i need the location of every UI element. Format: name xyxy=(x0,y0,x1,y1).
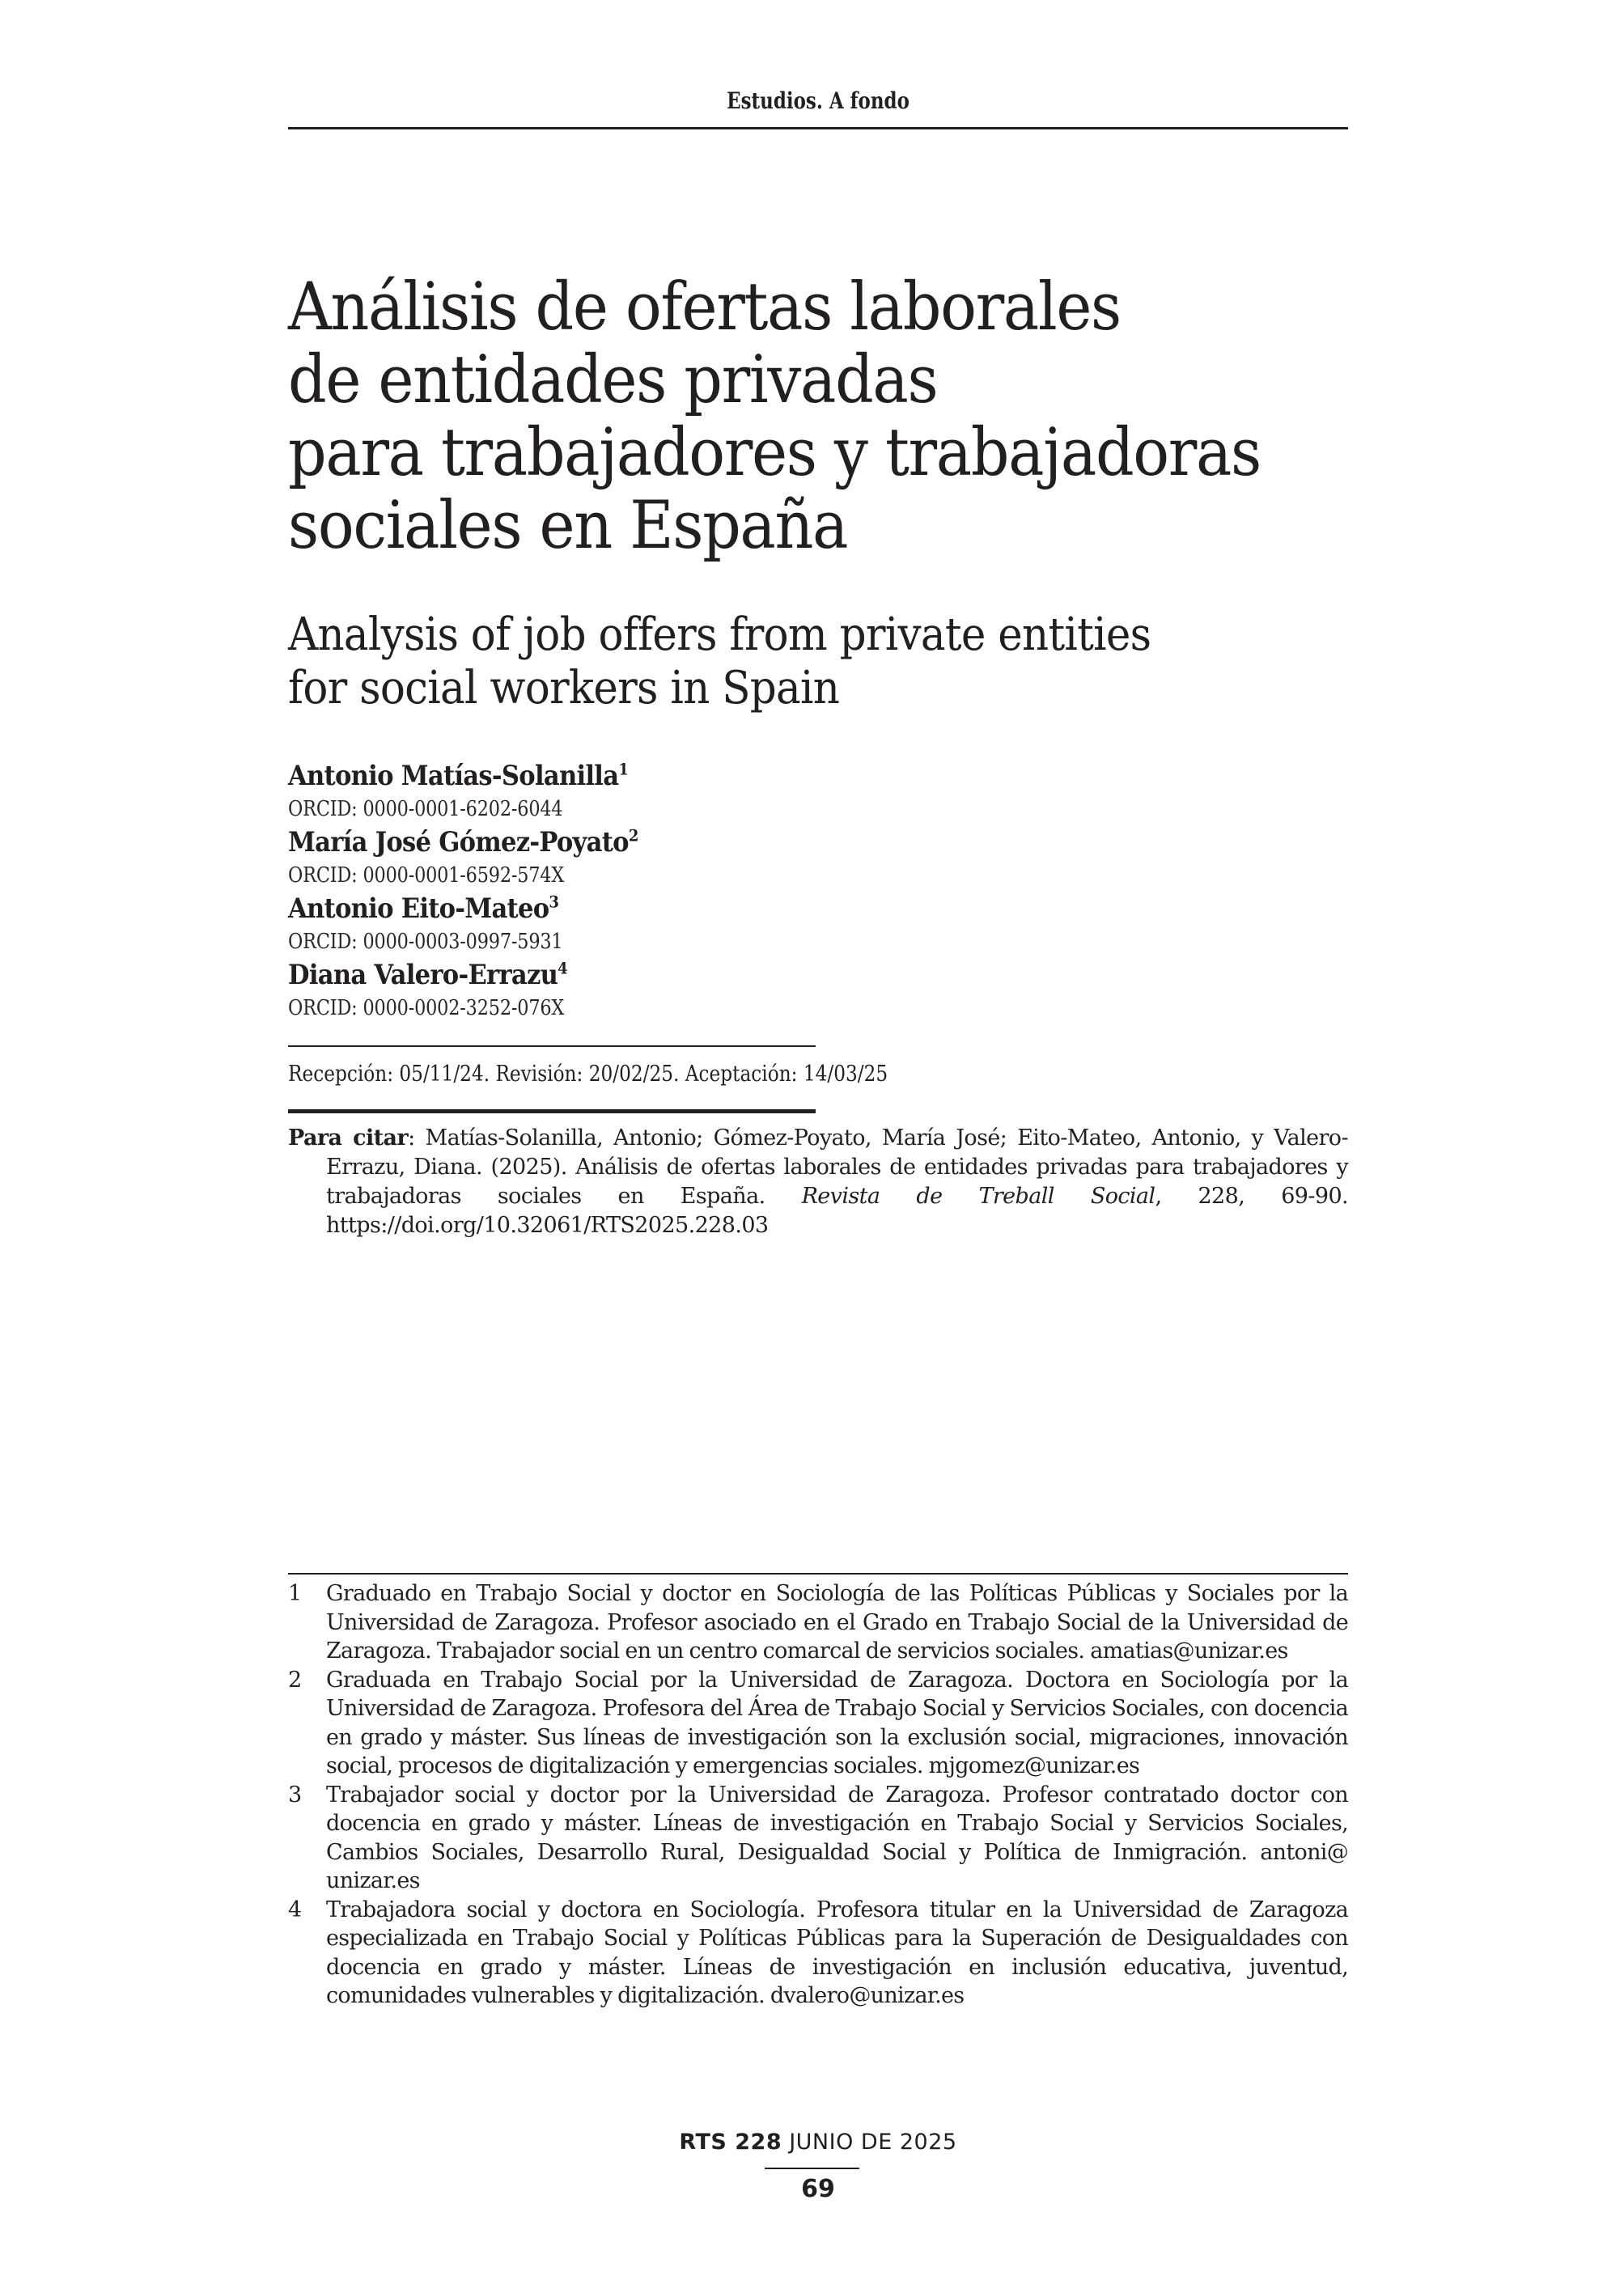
subtitle-line: Analysis of job offers from private entities xyxy=(288,608,1151,661)
footer-journal-issue xyxy=(288,2130,1348,2155)
footnote-text: Trabajadora social y doctora en Sociología. Profesora titular en la Universidad de Zaragoza especializada en Trabajo Social y Políticas Públicas para la Superación de Desigualdades con docencia en grado y máster. Líneas de investigación en inclusión educativa, juventud, comunidades vulnerables y digitalización. dvalero@unizar.es xyxy=(326,1897,1348,2008)
dates-divider-top xyxy=(288,1045,816,1047)
footer-divider xyxy=(765,2168,859,2169)
citation-label: Para citar xyxy=(288,1125,409,1151)
author-entry xyxy=(288,958,1016,1024)
footnote-number: 2 xyxy=(288,1667,302,1693)
footnote-item xyxy=(288,1781,1348,1896)
footnotes xyxy=(288,1579,1348,2011)
title-line: Análisis de ofertas laborales xyxy=(288,269,1121,345)
title-line: de entidades privadas xyxy=(288,342,938,418)
header-divider xyxy=(288,127,1348,129)
footnote-marker[interactable]: 3 xyxy=(549,892,559,912)
running-head-section: Estudios. A fondo xyxy=(727,87,910,114)
citation-block xyxy=(288,1124,1348,1240)
footnote-marker[interactable]: 2 xyxy=(628,825,638,846)
author-name-text: Diana Valero-Errazu xyxy=(288,959,558,991)
footnote-number: 4 xyxy=(288,1897,302,1922)
footnote-item xyxy=(288,1579,1348,1666)
page-number: 69 xyxy=(801,2175,835,2203)
author-list xyxy=(288,759,1016,1024)
author-name xyxy=(288,892,943,926)
author-name xyxy=(288,759,943,793)
author-name-text: Antonio Eito-Mateo xyxy=(288,892,549,925)
footer-issue-date: JUNIO DE 2025 xyxy=(782,2130,957,2155)
citation-volume-pages: , 228, 69-90. xyxy=(1155,1184,1349,1209)
footnote-text: Graduado en Trabajo Social y doctor en Sociología de las Políticas Públicas y Sociales por la Universidad de Zaragoza. Profesor asociado en el Grado en Trabajo Social de la Universidad de Zaragoza. Trabajador social en un centro comarcal de servicios sociales. amatias@unizar.es xyxy=(326,1581,1348,1664)
citation-text: : Matías-Solanilla, Antonio; Gómez-Poyato, María José; Eito-Mateo, Antonio, y Valero-Errazu, Diana. (2025). Análisis de ofertas laborales de entidades privadas para trabajadores y trabajadoras sociales en España. xyxy=(326,1125,1348,1209)
footnotes-divider xyxy=(288,1573,1348,1575)
footnote-marker[interactable]: 4 xyxy=(558,958,567,978)
citation-doi-link[interactable]: https://doi.org/10.32061/RTS2025.228.03 xyxy=(326,1213,769,1238)
submission-dates: Recepción: 05/11/24. Revisión: 20/02/25. Aceptación: 14/03/25 xyxy=(288,1062,888,1087)
article-title-english xyxy=(288,608,1256,715)
author-name-text: Antonio Matías-Solanilla xyxy=(288,760,619,792)
footnote-text: Graduada en Trabajo Social por la Universidad de Zaragoza. Doctora en Sociología por la Universidad de Zaragoza. Profesora del Área de Trabajo Social y Servicios Sociales, con docencia en grado y máster. Sus líneas de investigación son la exclusión social, migraciones, innovación social, procesos de digitalización y emergencias sociales. mjgomez@unizar.es xyxy=(326,1667,1348,1778)
article-title-spanish xyxy=(288,271,1270,562)
subtitle-line: for social workers in Spain xyxy=(288,662,840,714)
author-name xyxy=(288,958,943,992)
footnote-marker[interactable]: 1 xyxy=(618,759,629,779)
author-name-text: María José Gómez-Poyato xyxy=(288,826,629,858)
footnote-number: 3 xyxy=(288,1782,302,1808)
author-name xyxy=(288,825,943,859)
author-orcid: ORCID: 0000-0002-3252-076X xyxy=(288,996,565,1020)
footer-journal-name: RTS 228 xyxy=(679,2130,782,2155)
title-line: sociales en España xyxy=(288,488,848,564)
footnote-item xyxy=(288,1896,1348,2011)
author-orcid: ORCID: 0000-0001-6202-6044 xyxy=(288,797,563,821)
author-entry xyxy=(288,759,1016,825)
footnote-item xyxy=(288,1666,1348,1781)
author-orcid: ORCID: 0000-0003-0997-5931 xyxy=(288,930,563,954)
author-entry xyxy=(288,825,1016,892)
citation-journal: Revista de Treball Social xyxy=(801,1184,1155,1209)
footnote-text: Trabajador social y doctor por la Universidad de Zaragoza. Profesor contratado doctor con docencia en grado y máster. Líneas de investigación en Trabajo Social y Servicios Sociales, Cambios Sociales, Desarrollo Rural, Desigualdad Social y Política de Inmigración. antoni@ unizar.es xyxy=(326,1782,1348,1893)
author-entry xyxy=(288,892,1016,958)
footnote-number: 1 xyxy=(288,1581,302,1606)
title-line: para trabajadores y trabajadoras xyxy=(288,415,1261,491)
author-orcid: ORCID: 0000-0001-6592-574X xyxy=(288,863,565,888)
citation-divider xyxy=(288,1109,816,1113)
